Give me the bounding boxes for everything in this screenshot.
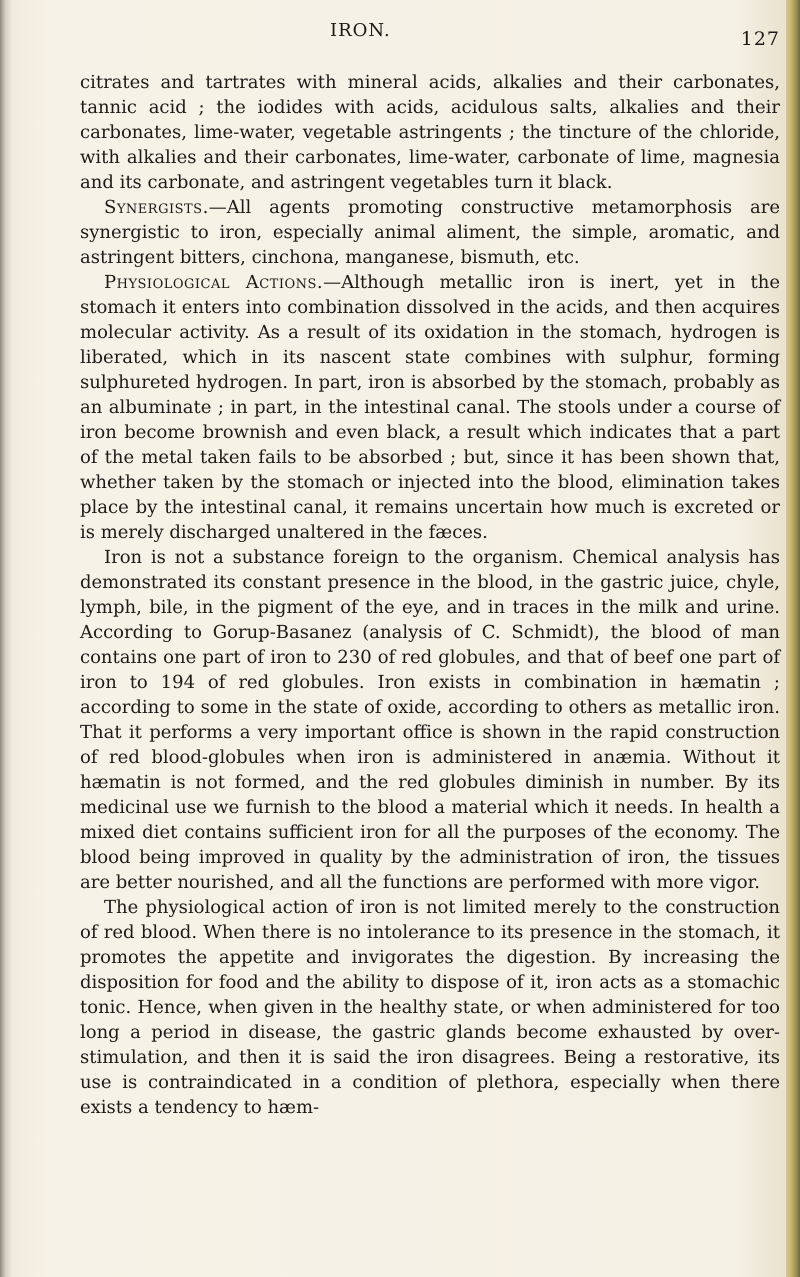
synergists-text: —All agents promoting constructive metamorphosis are synergistic to iron, especially animal aliment, the simple, aromatic, and astringent bitters, cinchona, manganese, bismuth, etc. bbox=[80, 197, 780, 268]
paragraph-iron-in-organism: Iron is not a substance foreign to the organism. Chemical analysis has demonstrated its constant presence in the blood, in the gastric juice, chyle, lymph, bile, in the pigment of the eye, and in traces in the milk and urine. According to Gorup-Basanez (analysis of C. Schmidt), the blood of man contains one part of iron to 230 of red globules, and that of beef one part of iron to 194 of red globules. Iron exists in combination in hæmatin ; according to some in the state of oxide, according to others as metallic iron. That it performs a very important office is shown in the rapid construction of red blood-globules when iron is administered in anæmia. Without it hæmatin is not formed, and the red globules diminish in number. By its medicinal use we furnish to the blood a material which it needs. In health a mixed diet contains sufficient iron for all the purposes of the economy. The blood being improved in quality by the administration of iron, the tissues are better nourished, and all the functions are performed with more vigor. bbox=[80, 547, 780, 893]
section-heading-physiological-actions: Physiological Actions. bbox=[104, 272, 324, 293]
page-number: 127 bbox=[740, 28, 780, 50]
section-heading-synergists: Synergists. bbox=[104, 197, 209, 218]
running-head: IRON. bbox=[330, 20, 391, 41]
paragraph-physiological-action: The physiological action of iron is not limited merely to the construction of red blood. When there is no intolerance to its presence in the stomach, it promotes the appetite and invigorates the digestion. By increasing the disposition for food and the ability to dispose of it, iron acts as a stomachic tonic. Hence, when given in the healthy state, or when administered for too long a period in disease, the gastric glands become exhausted by over-stimulation, and then it is said the iron disagrees. Being a restorative, its use is contraindicated in a condition of plethora, especially when there exists a tendency to hæm- bbox=[80, 897, 780, 1118]
paragraph-physiological-actions bbox=[80, 270, 780, 545]
paragraph-synergists bbox=[80, 195, 780, 270]
page-header bbox=[80, 20, 780, 50]
paragraph-citrates: citrates and tartrates with mineral acids, alkalies and their carbonates, tannic acid ; the iodides with acids, acidulous salts, alkalies and their carbonates, lime-water, vegetable astringents ; the tincture of the chloride, with alkalies and their carbonates, lime-water, carbonate of lime, magnesia and its carbonate, and astringent vegetables turn it black. bbox=[80, 72, 780, 193]
physiological-actions-text: —Although metallic iron is inert, yet in the stomach it enters into combination dissolved in the acids, and then acquires molecular activity. As a result of its oxidation in the stomach, hydrogen is liberated, which in its nascent state combines with sulphur, forming sulphureted hydrogen. In part, iron is absorbed by the stomach, probably as an albuminate ; in part, in the intestinal canal. The stools under a course of iron become brownish and even black, a result which indicates that a part of the metal taken fails to be absorbed ; but, since it has been shown that, whether taken by the stomach or injected into the blood, elimination takes place by the intestinal canal, it remains uncertain how much is excreted or is merely discharged unaltered in the fæces. bbox=[80, 272, 780, 543]
left-page-edge bbox=[0, 0, 12, 1277]
right-page-edge bbox=[786, 0, 800, 1277]
body-text bbox=[80, 70, 780, 1120]
